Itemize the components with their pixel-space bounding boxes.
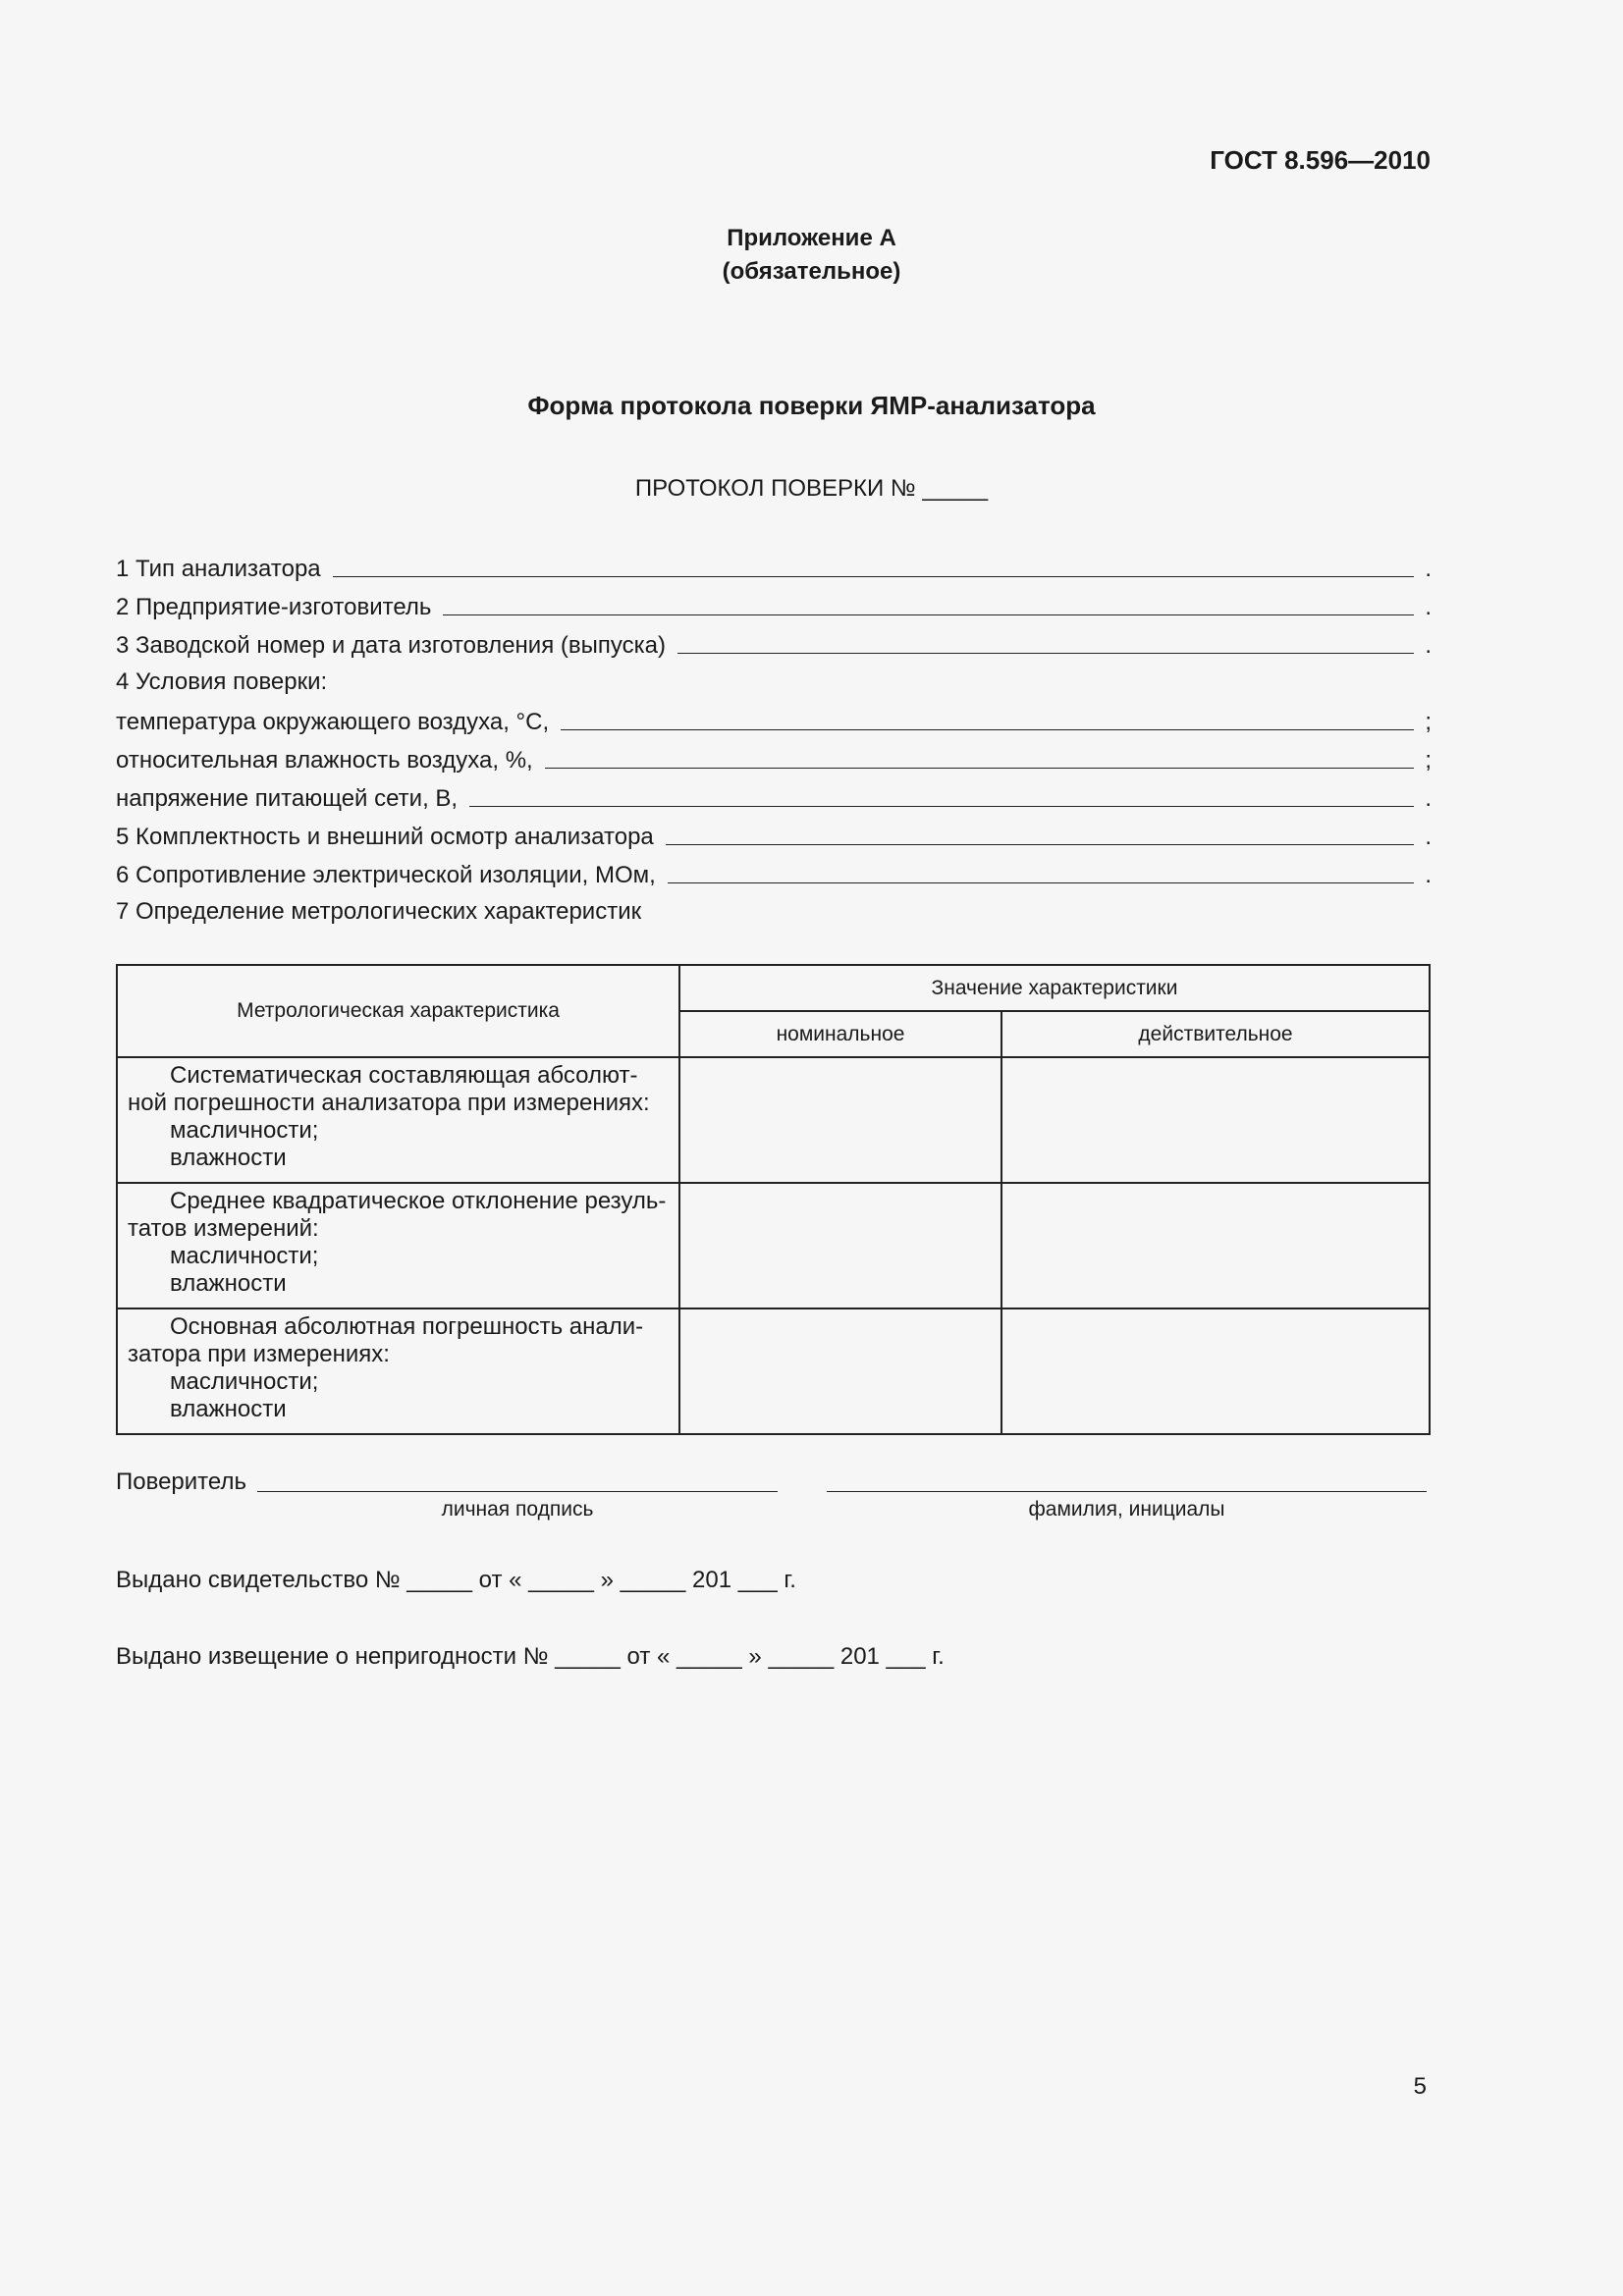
metric-description: Систематическая составляющая абсолют- ной погрешности анализатора при измерениях: масличности; влажности	[117, 1057, 679, 1183]
header-metric: Метрологическая характеристика	[117, 965, 679, 1057]
annex-subtitle: (обязательное)	[722, 258, 901, 285]
actual-cell[interactable]	[1001, 1308, 1430, 1434]
field-conditions-heading: 4 Условия поверки:	[116, 668, 328, 695]
field-voltage: напряжение питающей сети, В, .	[116, 785, 1432, 812]
field-label: 6 Сопротивление электрической изоляции, МОм,	[116, 862, 656, 888]
metric-description: Среднее квадратическое отклонение резуль- татов измерений: масличности; влажности	[117, 1183, 679, 1308]
fill-line[interactable]	[443, 593, 1414, 615]
field-manufacturer: 2 Предприятие-изготовитель .	[116, 594, 1432, 620]
field-label: 2 Предприятие-изготовитель	[116, 594, 432, 620]
nominal-cell[interactable]	[679, 1057, 1001, 1183]
field-label: 1 Тип анализатора	[116, 556, 321, 582]
signature-caption: личная подпись	[441, 1498, 594, 1521]
issued-certificate: Выдано свидетельство № _____ от « _____ » _____ 201 ___ г.	[116, 1567, 796, 1593]
issued-notice: Выдано извещение о непригодности № _____ от « _____ » _____ 201 ___ г.	[116, 1643, 945, 1670]
document-code: ГОСТ 8.596—2010	[1210, 145, 1431, 175]
fill-line[interactable]	[677, 631, 1414, 654]
protocol-title: ПРОТОКОЛ ПОВЕРКИ № _____	[634, 475, 989, 502]
verifier-label: Поверитель	[116, 1468, 246, 1495]
table-row	[117, 1183, 1430, 1308]
field-completeness: 5 Комплектность и внешний осмотр анализатора .	[116, 824, 1432, 850]
field-temperature: температура окружающего воздуха, °С, ;	[116, 709, 1432, 735]
field-label: температура окружающего воздуха, °С,	[116, 709, 550, 735]
fill-line[interactable]	[561, 708, 1414, 730]
table-row	[117, 1057, 1430, 1183]
header-actual: действительное	[1001, 1011, 1430, 1057]
name-caption: фамилия, инициалы	[1028, 1498, 1225, 1521]
field-label: 5 Комплектность и внешний осмотр анализатора	[116, 824, 654, 850]
field-analyzer-type: 1 Тип анализатора .	[116, 556, 1432, 582]
metrology-table	[116, 964, 1431, 1435]
fill-line[interactable]	[668, 861, 1414, 883]
field-humidity: относительная влажность воздуха, %, ;	[116, 747, 1432, 774]
actual-cell[interactable]	[1001, 1183, 1430, 1308]
annex-heading	[0, 222, 1623, 289]
header-value: Значение характеристики	[679, 965, 1430, 1011]
field-serial-date: 3 Заводской номер и дата изготовления (выпуска) .	[116, 632, 1432, 659]
nominal-cell[interactable]	[679, 1308, 1001, 1434]
name-line[interactable]	[827, 1491, 1427, 1492]
fill-line[interactable]	[545, 746, 1414, 769]
nominal-cell[interactable]	[679, 1183, 1001, 1308]
fill-line[interactable]	[666, 823, 1414, 845]
table-row	[117, 1308, 1430, 1434]
page-number: 5	[1413, 2073, 1427, 2100]
form-title: Форма протокола поверки ЯМР-анализатора	[527, 391, 1096, 420]
field-label: 3 Заводской номер и дата изготовления (выпуска)	[116, 632, 666, 659]
fill-line[interactable]	[333, 555, 1414, 577]
field-insulation: 6 Сопротивление электрической изоляции, МОм, .	[116, 862, 1432, 888]
annex-title: Приложение А	[727, 225, 896, 251]
fill-line[interactable]	[469, 784, 1414, 807]
actual-cell[interactable]	[1001, 1057, 1430, 1183]
field-label: относительная влажность воздуха, %,	[116, 747, 533, 774]
field-label: напряжение питающей сети, В,	[116, 785, 459, 812]
field-metrology-heading: 7 Определение метрологических характеристик	[116, 898, 642, 925]
metric-description: Основная абсолютная погрешность анали- затора при измерениях: масличности; влажности	[117, 1308, 679, 1434]
signature-line[interactable]	[257, 1491, 778, 1492]
header-nominal: номинальное	[679, 1011, 1001, 1057]
